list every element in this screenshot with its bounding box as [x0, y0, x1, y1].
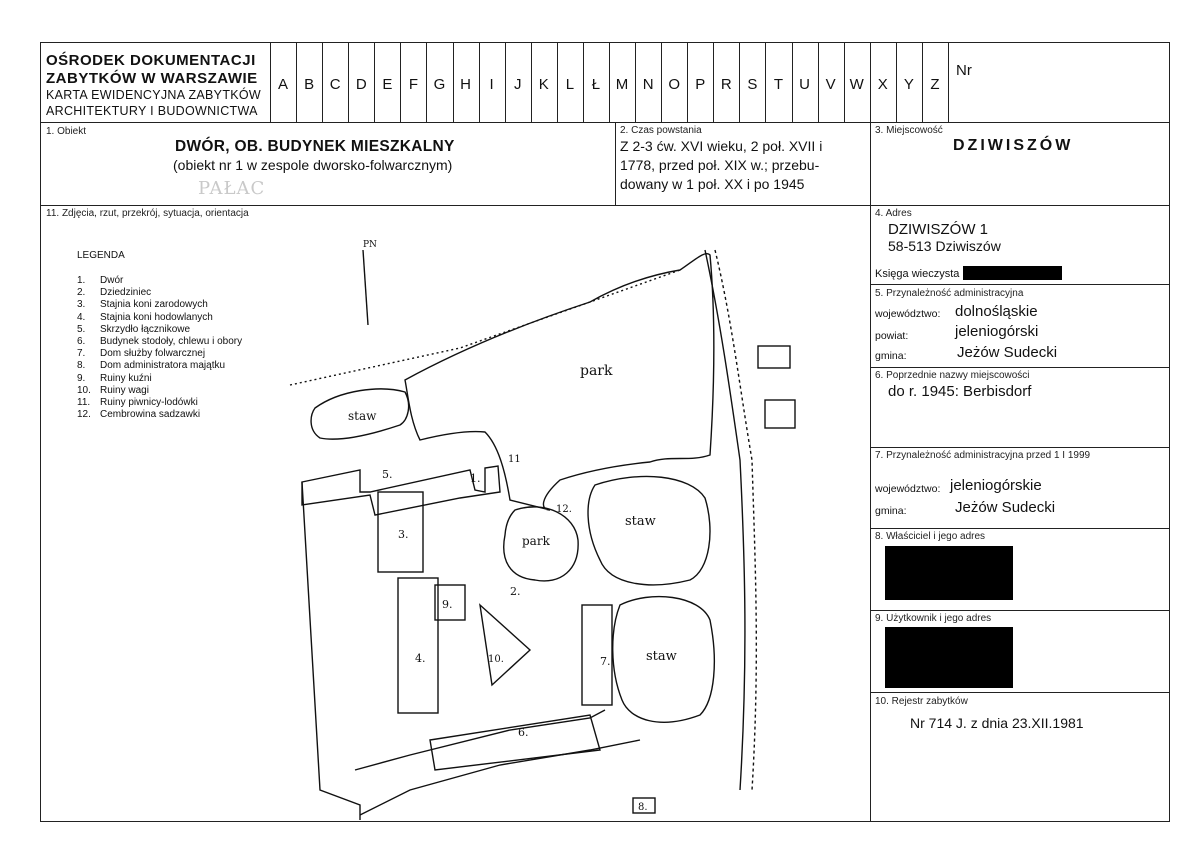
zdjecia-label: 11. Zdjęcia, rzut, przekrój, sytuacja, orientacja [46, 208, 249, 219]
czas-line2: 1778, przed poł. XIX w.; przebu- [620, 157, 820, 173]
redacted-ksiega [963, 266, 1062, 280]
index-letter: U [799, 76, 810, 93]
site-plan [260, 230, 860, 822]
legend-text: Budynek stodoły, chlewu i obory [100, 336, 243, 347]
outer-wall [302, 482, 360, 820]
wojewodztwo1999-label: województwo: [875, 483, 941, 495]
index-letter: I [489, 76, 494, 93]
card-title-line1: KARTA EWIDENCYJNA ZABYTKÓW [46, 88, 262, 102]
wojewodztwo-value: dolnośląskie [955, 303, 1038, 320]
plan-number: 2. [510, 585, 521, 598]
legend-number: 10. [77, 384, 91, 396]
redacted-owner [885, 546, 1013, 600]
legend-number: 1. [77, 275, 86, 286]
plan-number: 1. [470, 472, 481, 485]
legend-text: Stajnia koni zarodowych [100, 299, 208, 311]
ksiega-label: Księga wieczysta [875, 268, 960, 280]
legend-number: 11. [77, 397, 91, 408]
object-note: (obiekt nr 1 w zespole dworsko-folwarcznym) [173, 157, 453, 173]
wojewodztwo-label: województwo: [875, 308, 941, 320]
ruins-waga [480, 605, 530, 685]
road [360, 740, 640, 815]
adres-line1: DZIWISZÓW 1 [888, 221, 988, 238]
legend-number: 12. [77, 409, 91, 421]
index-letter: Ł [591, 76, 601, 93]
czas-line3: dowany w 1 poł. XX i po 1945 [620, 176, 805, 192]
park-outline [405, 254, 714, 510]
plan-number: 6. [518, 726, 529, 739]
index-letter: F [408, 76, 418, 93]
building-stajnia-hodowlanych [398, 578, 438, 713]
plan-number: 8. [638, 802, 648, 813]
divider [870, 528, 1170, 529]
legend-number: 2. [77, 287, 86, 299]
divider [870, 692, 1170, 693]
legend-number: 5. [77, 323, 86, 335]
index-letter: T [773, 76, 784, 93]
miejscowosc-value: DZIWISZÓW [953, 137, 1074, 154]
plan-number: 10. [488, 654, 504, 665]
przynaleznosc-label: 5. Przynależność administracyjna [875, 288, 1024, 299]
plan-number: 3. [398, 528, 409, 541]
plan-number: 12. [556, 504, 572, 515]
divider [40, 122, 1170, 123]
miejscowosc-label: 3. Miejscowość [875, 125, 943, 136]
pond-label: staw [646, 649, 677, 664]
legend-text: Dom służby folwarcznej [100, 348, 206, 360]
legend-text: Stajnia koni hodowlanych [100, 311, 213, 323]
rejestr-value: Nr 714 J. z dnia 23.XII.1981 [910, 715, 1084, 731]
legend-text: Skrzydło łącznikowe [100, 323, 191, 335]
plan-number: 11 [508, 454, 521, 465]
object-name: DWÓR, OB. BUDYNEK MIESZKALNY [175, 138, 455, 155]
legend-number: 4. [77, 311, 86, 323]
divider [870, 284, 1170, 285]
building-outline [765, 400, 795, 428]
index-letter: L [565, 76, 575, 93]
index-letter: V [825, 76, 836, 93]
obiekt-label: 1. Obiekt [46, 126, 87, 137]
divider [870, 122, 871, 822]
institution-name-line1: OŚRODEK DOKUMENTACJI [46, 52, 256, 69]
poprzednie-label: 6. Poprzednie nazwy miejscowości [875, 370, 1030, 381]
building-stodola [430, 715, 600, 770]
index-letter: O [668, 76, 681, 93]
index-letter: G [433, 76, 446, 93]
wlasciciel-label: 8. Właściciel i jego adres [875, 531, 986, 542]
gmina1999-value: Jeżów Sudecki [955, 499, 1056, 516]
legend-text: Ruiny piwnicy-lodówki [100, 397, 198, 408]
north-arrow [363, 250, 368, 325]
index-letter: J [513, 76, 522, 93]
index-letter: A [278, 76, 289, 93]
index-letter: N [642, 76, 654, 93]
poprzednie-value: do r. 1945: Berbisdorf [888, 383, 1032, 400]
pond-upper [588, 476, 710, 584]
divider [870, 367, 1170, 368]
legend-number: 9. [77, 372, 86, 384]
divider [870, 610, 1170, 611]
index-letter: Z [930, 76, 940, 93]
index-letter: D [355, 76, 367, 93]
legend-text: Dom administratora majątku [100, 360, 226, 372]
divider [948, 42, 949, 122]
index-letter: M [615, 76, 629, 93]
uzytkownik-label: 9. Użytkownik i jego adres [875, 613, 992, 624]
card-title-line2: ARCHITEKTURY I BUDOWNICTWA [46, 104, 258, 118]
index-letter: S [747, 76, 758, 93]
index-letter: P [695, 76, 706, 93]
czas-label: 2. Czas powstania [620, 125, 702, 136]
przynaleznosc1999-label: 7. Przynależność administracyjna przed 1 I 1999 [875, 450, 1091, 461]
redacted-user [885, 627, 1013, 688]
gmina-label: gmina: [875, 350, 907, 362]
legend-text: Dziedziniec [100, 287, 152, 299]
index-letter: W [849, 76, 864, 93]
legend-number: 3. [77, 299, 86, 311]
divider [870, 447, 1170, 448]
index-letter: Y [903, 76, 914, 93]
road-edge [715, 250, 756, 790]
building-outline [758, 346, 790, 368]
adres-label: 4. Adres [875, 208, 912, 219]
plan-number: 7. [600, 655, 611, 668]
plan-number: 5. [382, 468, 393, 481]
index-letter: K [538, 76, 549, 93]
index-letter: C [329, 76, 341, 93]
legend-text: Ruiny kuźni [100, 372, 152, 384]
index-letter: H [460, 76, 471, 93]
powiat-value: jeleniogórski [955, 323, 1039, 340]
index-letter: R [720, 76, 732, 93]
pond-label: staw [348, 409, 377, 423]
plan-number: 9. [442, 598, 453, 611]
index-letter: X [877, 76, 888, 93]
park-label: park [522, 534, 550, 548]
adres-line2: 58-513 Dziwiszów [888, 238, 1001, 254]
legend-number: 8. [77, 360, 86, 372]
legend-number: 6. [77, 336, 86, 347]
czas-line1: Z 2-3 ćw. XVI wieku, 2 poł. XVII i [620, 138, 823, 154]
institution-name-line2: ZABYTKÓW W WARSZAWIE [46, 70, 258, 87]
rejestr-label: 10. Rejestr zabytków [875, 696, 968, 707]
index-letter: B [304, 76, 315, 93]
legend-number: 7. [77, 348, 86, 360]
plan-number: 4. [415, 652, 426, 665]
powiat-label: powiat: [875, 330, 909, 342]
legend-text: Cembrowina sadzawki [100, 409, 201, 421]
index-letter: E [382, 76, 393, 93]
divider [615, 122, 616, 205]
legend-text: Ruiny wagi [100, 384, 149, 396]
road-edge [705, 250, 745, 790]
pond-label: staw [625, 514, 656, 529]
north-label: PN [363, 240, 377, 250]
handwritten-annotation: PAŁAC [198, 178, 266, 199]
legend-title: LEGENDA [77, 250, 125, 261]
legend-text: Dwór [100, 275, 124, 286]
divider [40, 205, 1170, 206]
gmina1999-label: gmina: [875, 505, 907, 517]
park-label: park [580, 363, 613, 379]
nr-label: Nr [956, 62, 972, 79]
gmina-value: Jeżów Sudecki [957, 344, 1058, 361]
wojewodztwo1999-value: jeleniogórskie [950, 477, 1042, 494]
